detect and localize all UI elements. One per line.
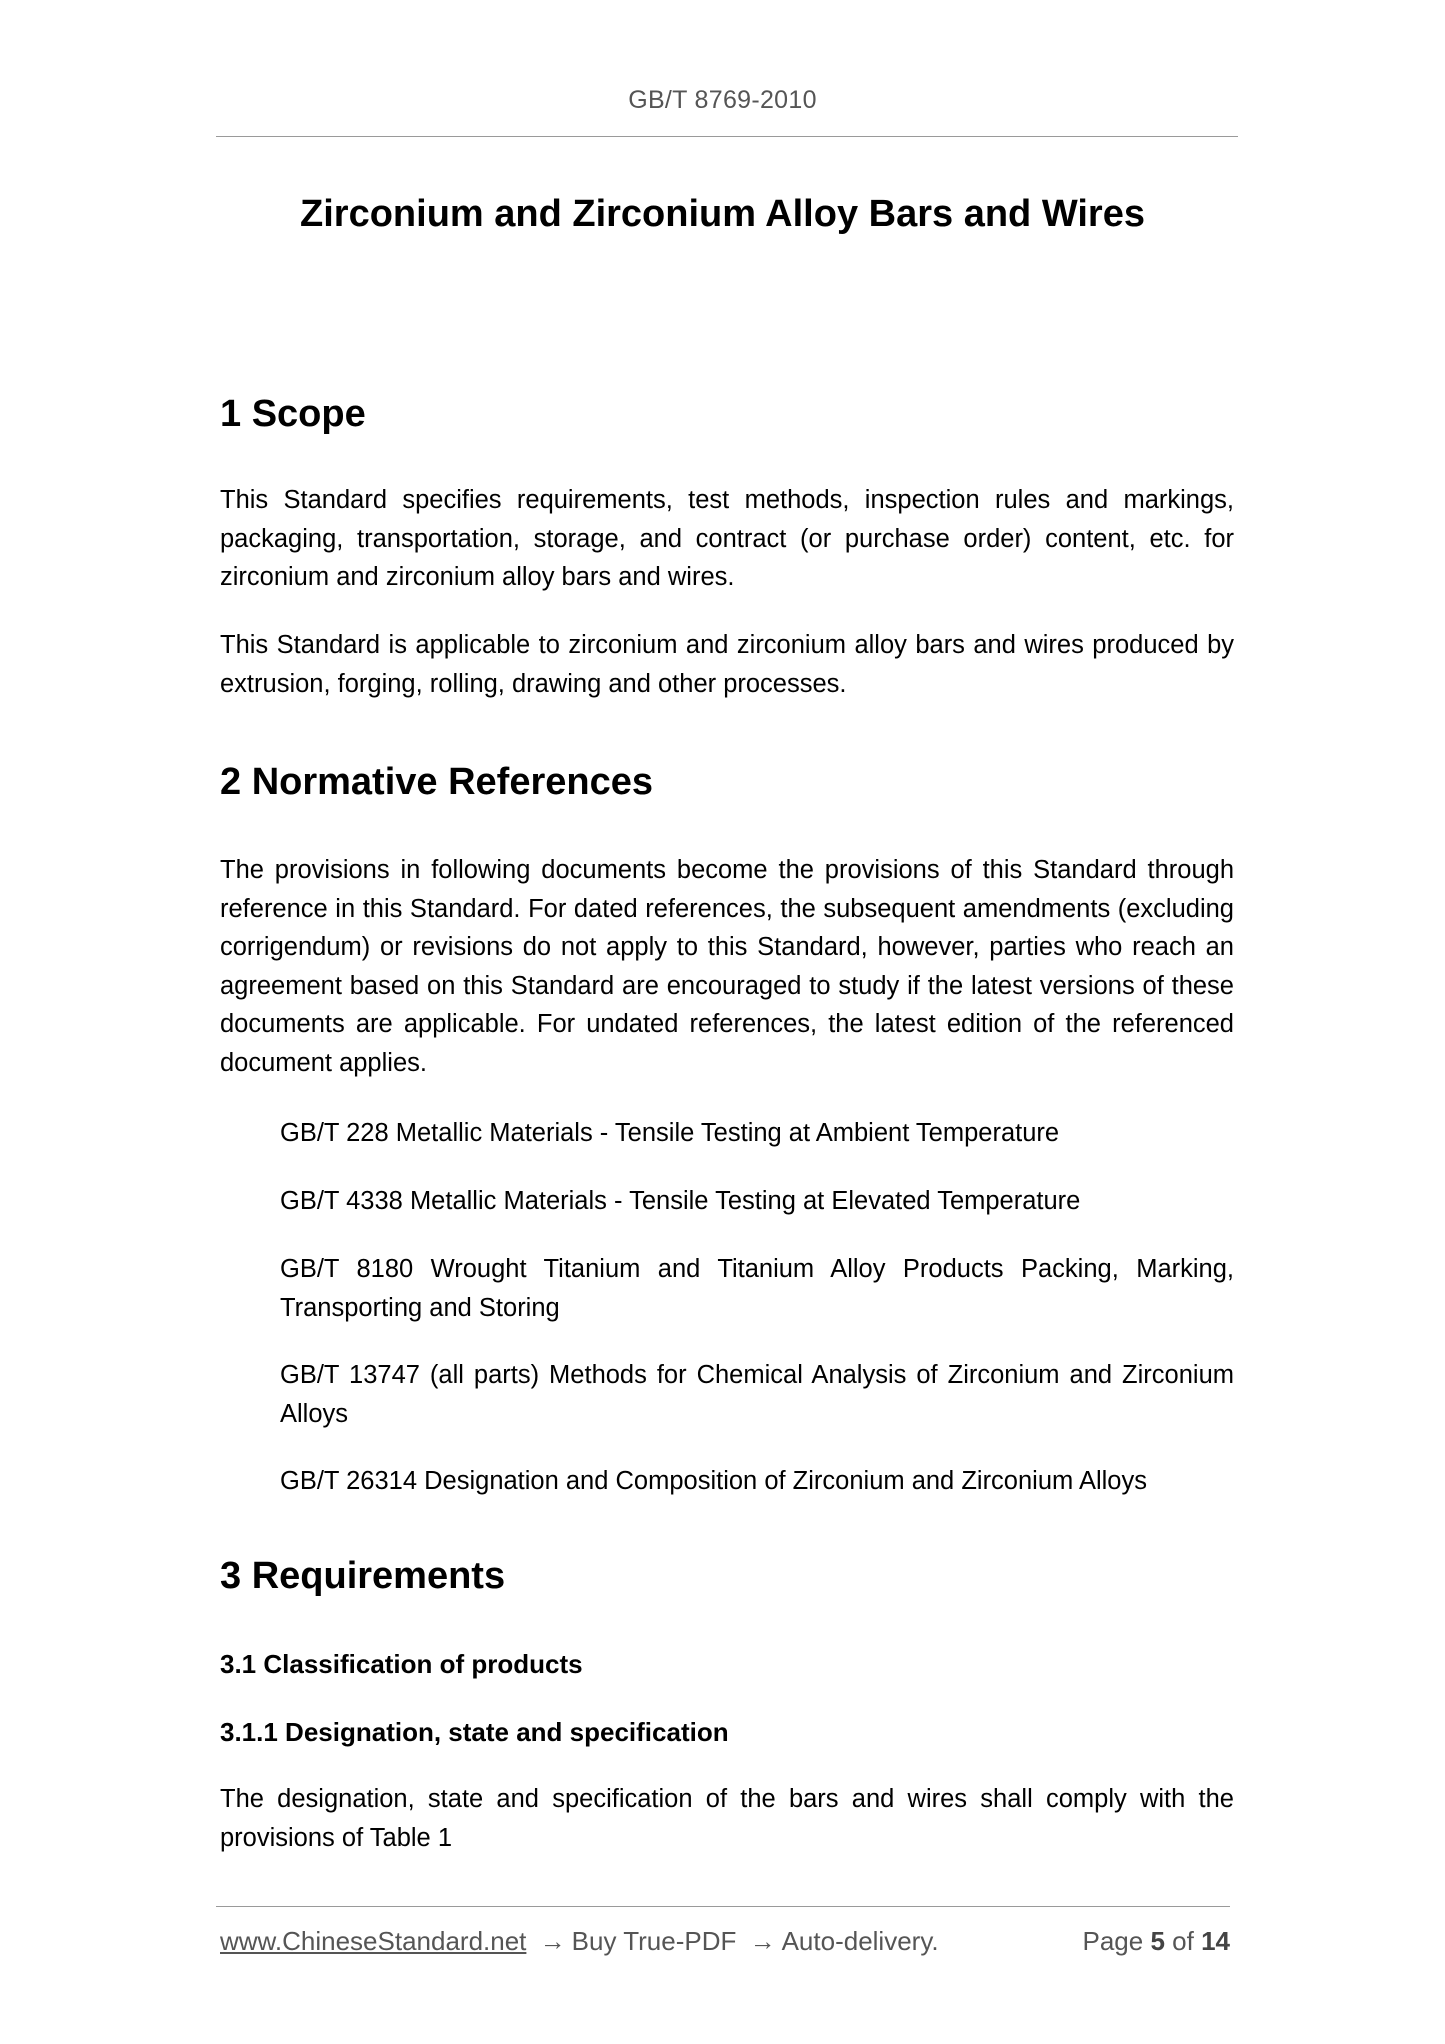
of-word: of	[1172, 1926, 1194, 1956]
total-pages: 14	[1201, 1926, 1230, 1956]
page-footer	[220, 1926, 1230, 1957]
scope-paragraph-2: This Standard is applicable to zirconium and zirconium alloy bars and wires produced by extrusion, forging, rolling, drawing and other processes.	[220, 631, 1234, 698]
reference-item: GB/T 26314 Designation and Composition of Zirconium and Zirconium Alloys	[280, 1467, 1147, 1495]
subsection-heading-designation: 3.1.1 Designation, state and specification	[220, 1717, 729, 1747]
arrow-right-icon: →	[749, 1926, 776, 1956]
buy-true-pdf-text: Buy True-PDF	[571, 1926, 737, 1956]
scope-paragraph-1: This Standard specifies requirements, test methods, inspection rules and markings, packaging, transportation, storage, and contract (or purchase order) content, etc. for zirconium and zirconium alloy bars and wires.	[220, 486, 1234, 591]
normative-paragraph: The provisions in following documents become the provisions of this Standard through reference in this Standard. For dated references, the subsequent amendments (excluding corrigendum) or revisions do not apply to this Standard, however, parties who reach an agreement based on this Standard are encouraged to study if the latest versions of these documents are applicable. For undated references, the latest edition of the referenced document applies.	[220, 856, 1234, 1077]
current-page-number: 5	[1150, 1926, 1165, 1956]
reference-item: GB/T 4338 Metallic Materials - Tensile Testing at Elevated Temperature	[280, 1187, 1081, 1215]
section-heading-scope: 1 Scope	[220, 393, 366, 435]
website-link[interactable]: www.ChineseStandard.net	[220, 1926, 527, 1956]
footer-divider	[216, 1906, 1230, 1907]
subsection-heading-classification: 3.1 Classification of products	[220, 1649, 583, 1679]
document-title: Zirconium and Zirconium Alloy Bars and Wires	[300, 193, 1145, 235]
reference-item: GB/T 13747 (all parts) Methods for Chemical Analysis of Zirconium and Zirconium Alloys	[280, 1361, 1234, 1428]
reference-item: GB/T 228 Metallic Materials - Tensile Testing at Ambient Temperature	[280, 1119, 1060, 1147]
section-heading-normative-references: 2 Normative References	[220, 761, 653, 803]
header-divider	[216, 136, 1238, 137]
running-header: GB/T 8769-2010	[628, 86, 817, 114]
page-indicator	[1082, 1926, 1230, 1957]
page-word: Page	[1082, 1926, 1144, 1956]
section-heading-requirements: 3 Requirements	[220, 1555, 506, 1597]
requirements-paragraph: The designation, state and specification of the bars and wires shall comply with the provisions of Table 1	[220, 1785, 1234, 1852]
reference-item: GB/T 8180 Wrought Titanium and Titanium Alloy Products Packing, Marking, Transporting and Storing	[280, 1255, 1234, 1322]
auto-delivery-text: Auto-delivery.	[781, 1926, 939, 1956]
arrow-right-icon: →	[539, 1926, 566, 1956]
